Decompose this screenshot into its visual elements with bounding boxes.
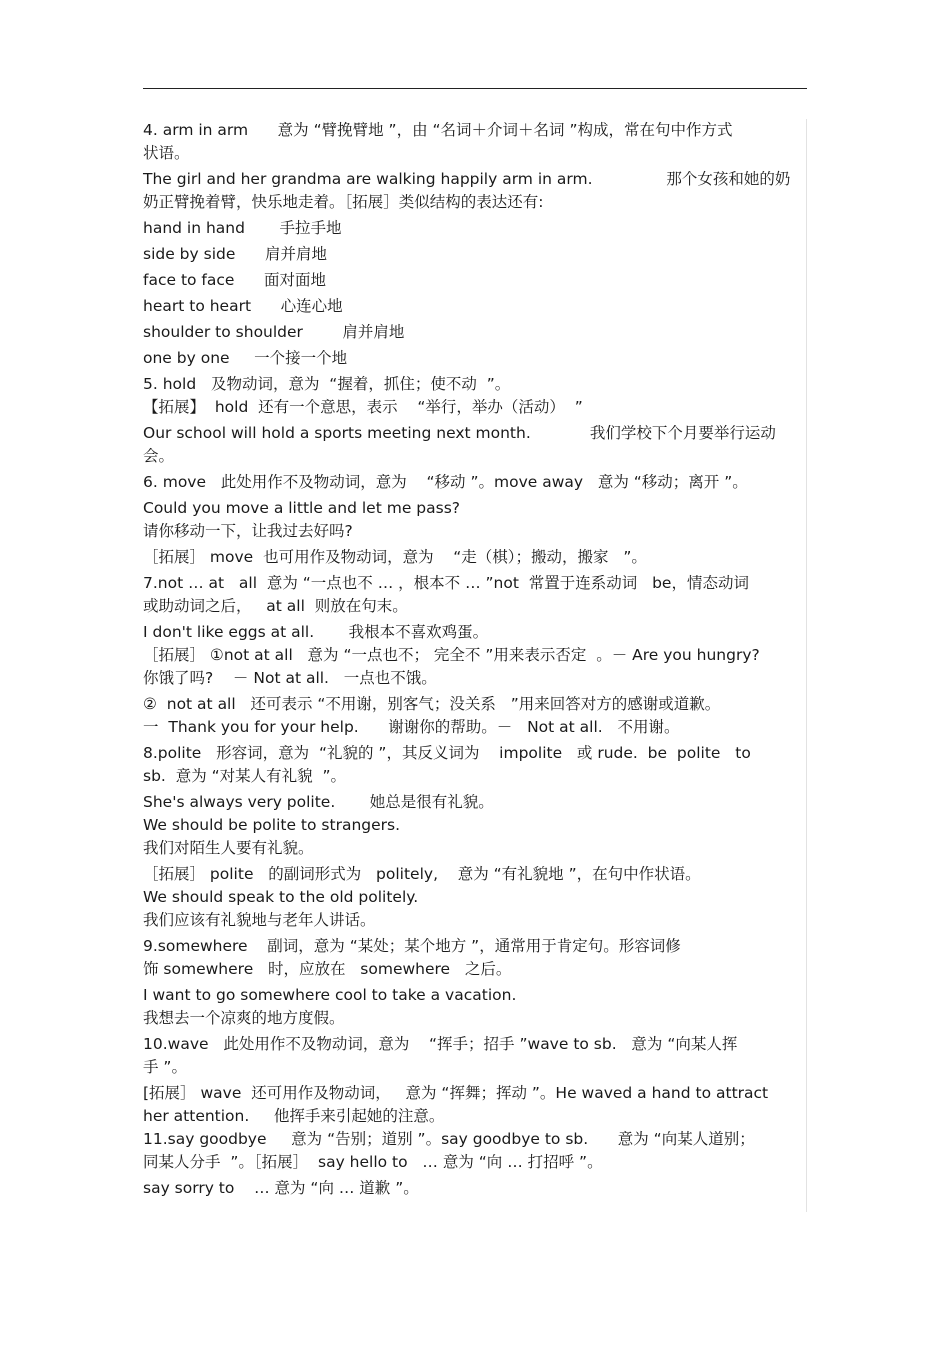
- text-line: 【拓展】 hold 还有一个意思，表示 “举行，举办（活动） ”: [143, 398, 583, 416]
- text-line: ［拓展］ move 也可用作及物动词，意为 “走（棋）；搬动，搬家 ”。: [143, 548, 647, 566]
- text-line: sb. 意为 “对某人有礼貌 ”。: [143, 767, 347, 785]
- text-line: hand in hand 手拉手地: [143, 219, 342, 237]
- text-line: I want to go somewhere cool to take a vacation.: [143, 986, 517, 1004]
- text-line: 饰 somewhere 时，应放在 somewhere 之后。: [143, 960, 512, 978]
- text-line: We should be polite to strangers.: [143, 816, 401, 834]
- header-rule: [143, 88, 807, 89]
- text-line: 11.say goodbye 意为 “告别；道别 ”。say goodbye to sb. 意为 “向某人道别；: [143, 1130, 755, 1148]
- text-line: [拓展］ wave 还可用作及物动词， 意为 “挥舞；挥动 ”。He waved a hand to attract: [143, 1084, 769, 1102]
- text-line: heart to heart 心连心地: [143, 297, 343, 315]
- text-line: 5. hold 及物动词，意为 “握着，抓住；使不动 ”。: [143, 375, 511, 393]
- text-line: 10.wave 此处用作不及物动词，意为 “挥手；招手 ”wave to sb. 意为 “向某人挥: [143, 1035, 738, 1053]
- text-line: Could you move a little and let me pass?: [143, 499, 461, 517]
- text-line: 状语。: [143, 144, 190, 162]
- text-line: shoulder to shoulder 肩并肩地: [143, 323, 405, 341]
- text-line: I don't like eggs at all. 我根本不喜欢鸡蛋。: [143, 623, 489, 641]
- text-line: her attention. 他挥手来引起她的注意。: [143, 1107, 445, 1125]
- text-line: 6. move 此处用作不及物动词，意为 “移动 ”。move away 意为 “移动；离开 ”。: [143, 473, 748, 491]
- text-line: say sorry to … 意为 “向 … 道歉 ”。: [143, 1179, 419, 1197]
- text-line: 我想去一个凉爽的地方度假。: [143, 1009, 345, 1027]
- text-line: 奶正臂挽着臂，快乐地走着。［拓展］类似结构的表达还有:: [143, 193, 544, 211]
- text-line: 一 Thank you for your help. 谢谢你的帮助。－ Not at all. 不用谢。: [143, 718, 680, 736]
- text-line: 8.polite 形容词，意为 “礼貌的 ”，其反义词为 impolite 或 rude. be polite to: [143, 744, 751, 762]
- text-line: ［拓展］ polite 的副词形式为 politely, 意为 “有礼貌地 ”，在句中作状语。: [143, 865, 701, 883]
- text-line: She's always very polite. 她总是很有礼貌。: [143, 793, 494, 811]
- text-line: ［拓展］ ①not at all 意为 “一点也不； 完全不 ”用来表示否定 。－ Are you hungry?: [143, 646, 760, 664]
- text-line: 我们对陌生人要有礼貌。: [143, 839, 314, 857]
- text-line: side by side 肩并肩地: [143, 245, 327, 263]
- text-line: 7.not … at all 意为 “一点也不 … ，根本不 … ”not 常置于连系动词 be，情态动词: [143, 574, 749, 592]
- text-line: 手 ”。: [143, 1058, 187, 1076]
- text-line: 同某人分手 ”。［拓展］ say hello to … 意为 “向 … 打招呼 ”。: [143, 1153, 603, 1171]
- text-line: ② not at all 还可表示 “不用谢，别客气；没关系 ”用来回答对方的感谢或道歉。: [143, 695, 721, 713]
- text-line: We should speak to the old politely.: [143, 888, 419, 906]
- text-line: 4. arm in arm 意为 “臂挽臂地 ”，由 “名词＋介词＋名词 ”构成，常在句中作方式: [143, 121, 733, 139]
- text-line: Our school will hold a sports meeting next month. 我们学校下个月要举行运动: [143, 424, 776, 442]
- text-line: 你饿了吗? － Not at all. 一点也不饿。: [143, 669, 437, 687]
- text-line: 或助动词之后， at all 则放在句末。: [143, 597, 408, 615]
- text-line: face to face 面对面地: [143, 271, 327, 289]
- document-body: [143, 119, 807, 1200]
- text-line: The girl and her grandma are walking happily arm in arm. 那个女孩和她的奶: [143, 170, 791, 188]
- text-line: 会。: [143, 447, 175, 465]
- text-line: one by one 一个接一个地: [143, 349, 348, 367]
- text-line: 9.somewhere 副词，意为 “某处；某个地方 ”，通常用于肯定句。形容词修: [143, 937, 681, 955]
- text-line: 我们应该有礼貌地与老年人讲话。: [143, 911, 376, 929]
- text-line: 请你移动一下，让我过去好吗?: [143, 522, 353, 540]
